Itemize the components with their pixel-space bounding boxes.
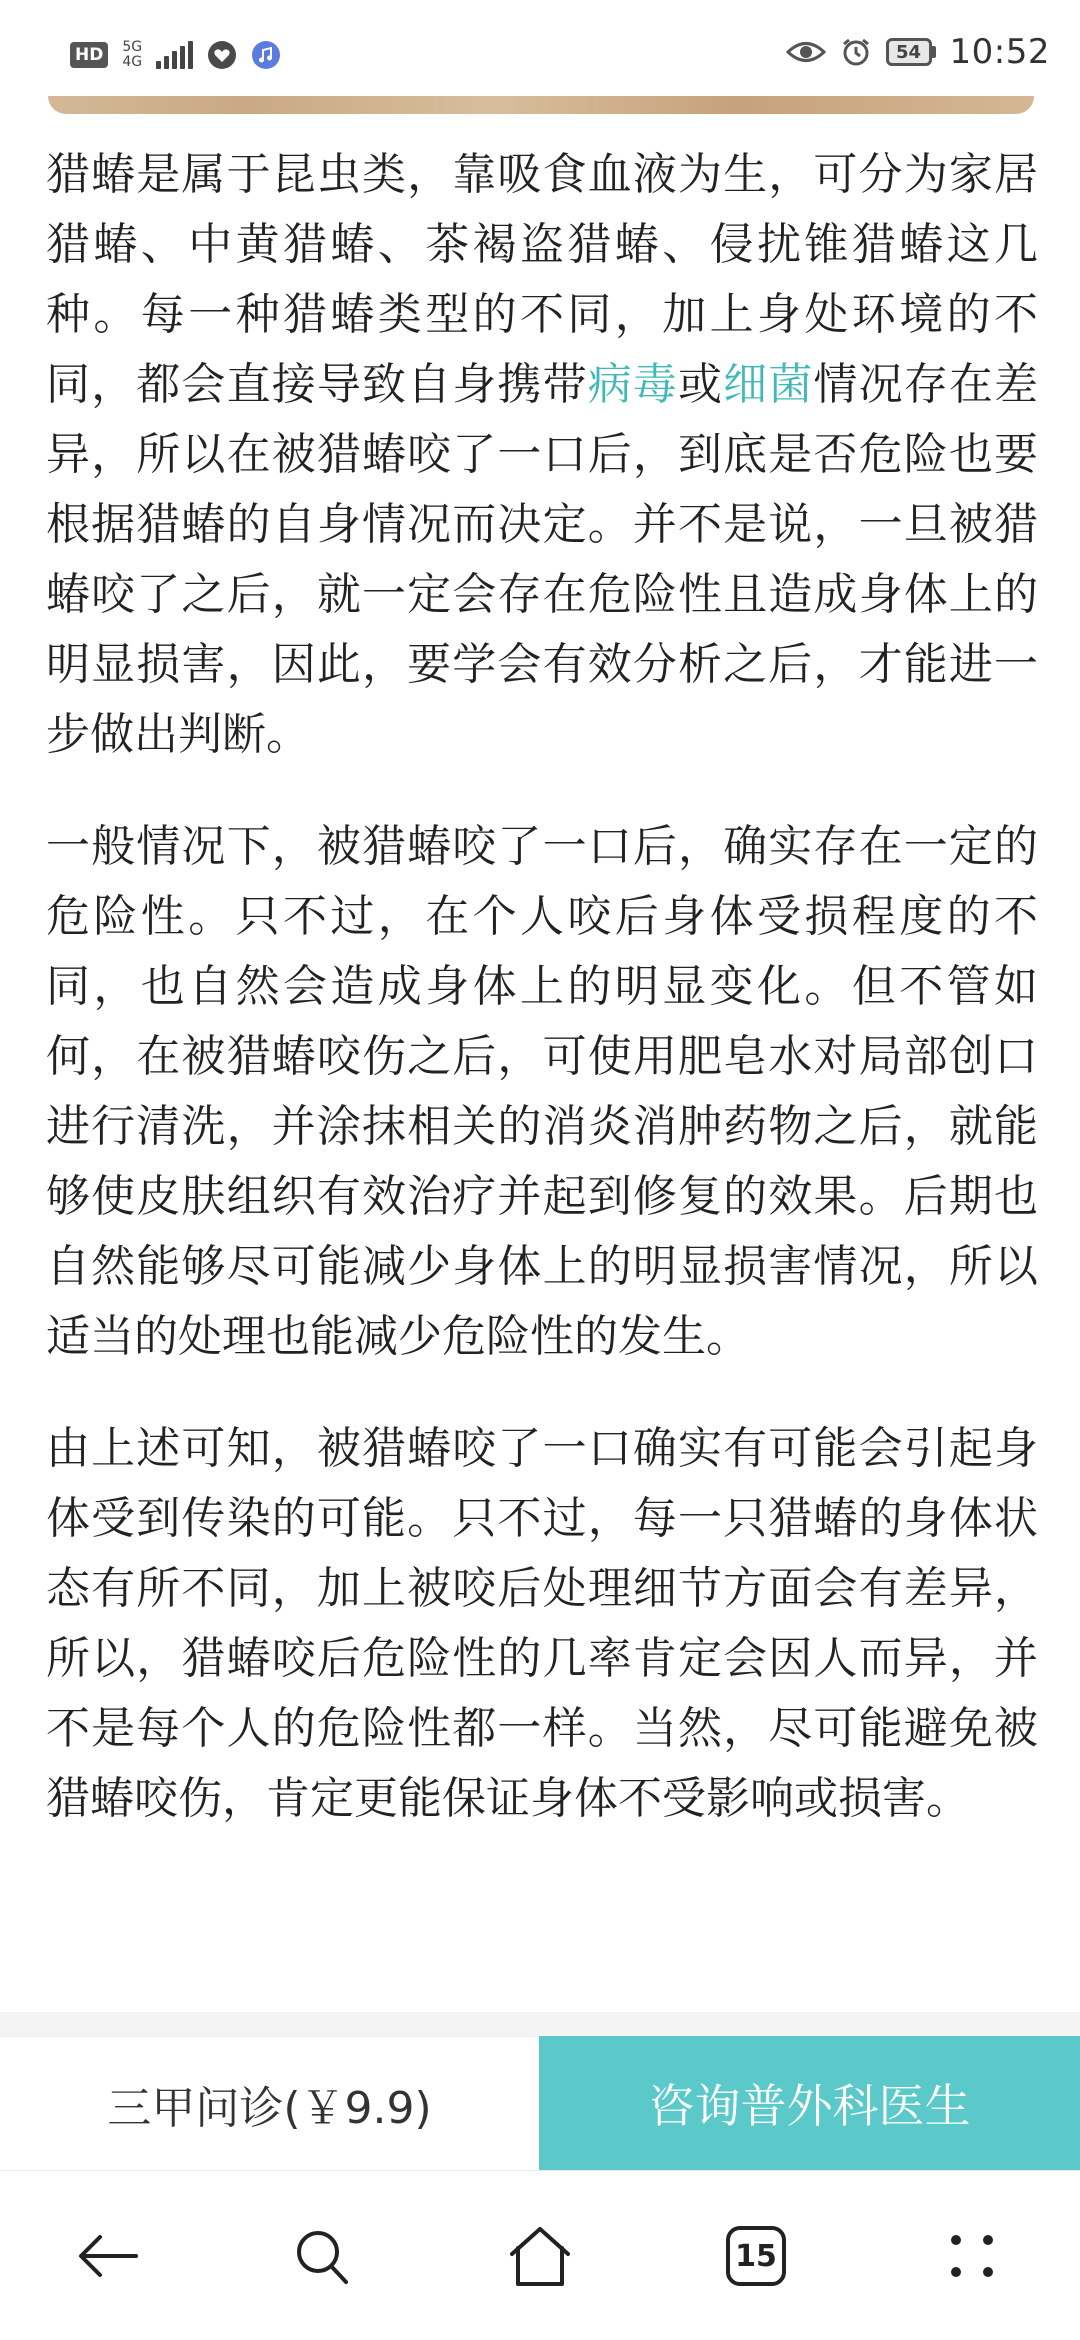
article-image	[48, 96, 1034, 114]
battery-icon	[886, 38, 936, 66]
back-button[interactable]	[68, 2216, 148, 2296]
home-button[interactable]	[500, 2216, 580, 2296]
signal-icon	[156, 41, 193, 69]
tertiary-consult-button[interactable]: 三甲问诊(￥9.9)	[0, 2036, 539, 2170]
tab-count: 15	[735, 2238, 777, 2274]
battery-level: 54	[886, 38, 932, 66]
status-left	[70, 40, 281, 70]
link-bacteria[interactable]: 细菌	[723, 359, 814, 410]
status-bar	[0, 0, 1080, 100]
search-icon	[290, 2224, 354, 2288]
article-paragraph-1	[46, 140, 1038, 770]
browser-nav-bar	[0, 2170, 1080, 2340]
network-type	[122, 40, 142, 70]
article-body	[46, 140, 1038, 1834]
menu-dots-icon	[942, 2226, 1002, 2286]
paragraph-1-text-b: 或	[678, 359, 724, 410]
clock: 10:52	[949, 32, 1050, 72]
network-type-bottom: 4G	[122, 54, 143, 70]
tabs-button[interactable]	[716, 2216, 796, 2296]
consult-action-bar	[0, 2036, 1080, 2170]
status-right	[786, 32, 1050, 72]
network-type-top: 5G	[122, 39, 143, 55]
heart-shield-icon	[207, 40, 237, 70]
search-button[interactable]	[282, 2216, 362, 2296]
music-icon	[251, 40, 281, 70]
hd-icon: HD	[70, 42, 108, 68]
paragraph-1-text-c: 情况存在差异，所以在被猎蝽咬了一口后，到底是否危险也要根据猎蝽的自身情况而决定。并不是说，一旦被猎蝽咬了之后，就一定会存在危险性且造成身体上的明显损害，因此，要学会有效分析之后，才能进一步做出判断。	[46, 359, 1039, 760]
article-paragraph-3: 由上述可知，被猎蝽咬了一口确实有可能会引起身体受到传染的可能。只不过，每一只猎蝽的身体状态有所不同，加上被咬后处理细节方面会有差异，所以，猎蝽咬后危险性的几率肯定会因人而异，并不是每个人的危险性都一样。当然，尽可能避免被猎蝽咬伤，肯定更能保证身体不受影响或损害。	[46, 1423, 1038, 1824]
back-arrow-icon	[76, 2231, 140, 2281]
section-divider	[0, 2012, 1080, 2036]
article-paragraph-2: 一般情况下，被猎蝽咬了一口后，确实存在一定的危险性。只不过，在个人咬后身体受损程度的不同，也自然会造成身体上的明显变化。但不管如何，在被猎蝽咬伤之后，可使用肥皂水对局部创口进行清洗，并涂抹相关的消炎消肿药物之后，就能够使皮肤组织有效治疗并起到修复的效果。后期也自然能够尽可能减少身体上的明显损害情况，所以适当的处理也能减少危险性的发生。	[46, 821, 1038, 1362]
eye-icon	[786, 39, 826, 65]
menu-button[interactable]	[932, 2216, 1012, 2296]
alarm-icon	[840, 36, 872, 68]
home-icon	[506, 2224, 574, 2288]
consult-doctor-button[interactable]: 咨询普外科医生	[539, 2036, 1080, 2170]
link-virus[interactable]: 病毒	[587, 359, 679, 410]
paragraph-1-text-a: 猎蝽是属于昆虫类，靠吸食血液为生，可分为家居猎蝽、中黄猎蝽、茶褐盗猎蝽、侵扰锥猎蝽这几种。每一种猎蝽类型的不同，加上身处环境的不同，都会直接导致自身携带	[46, 149, 1038, 410]
